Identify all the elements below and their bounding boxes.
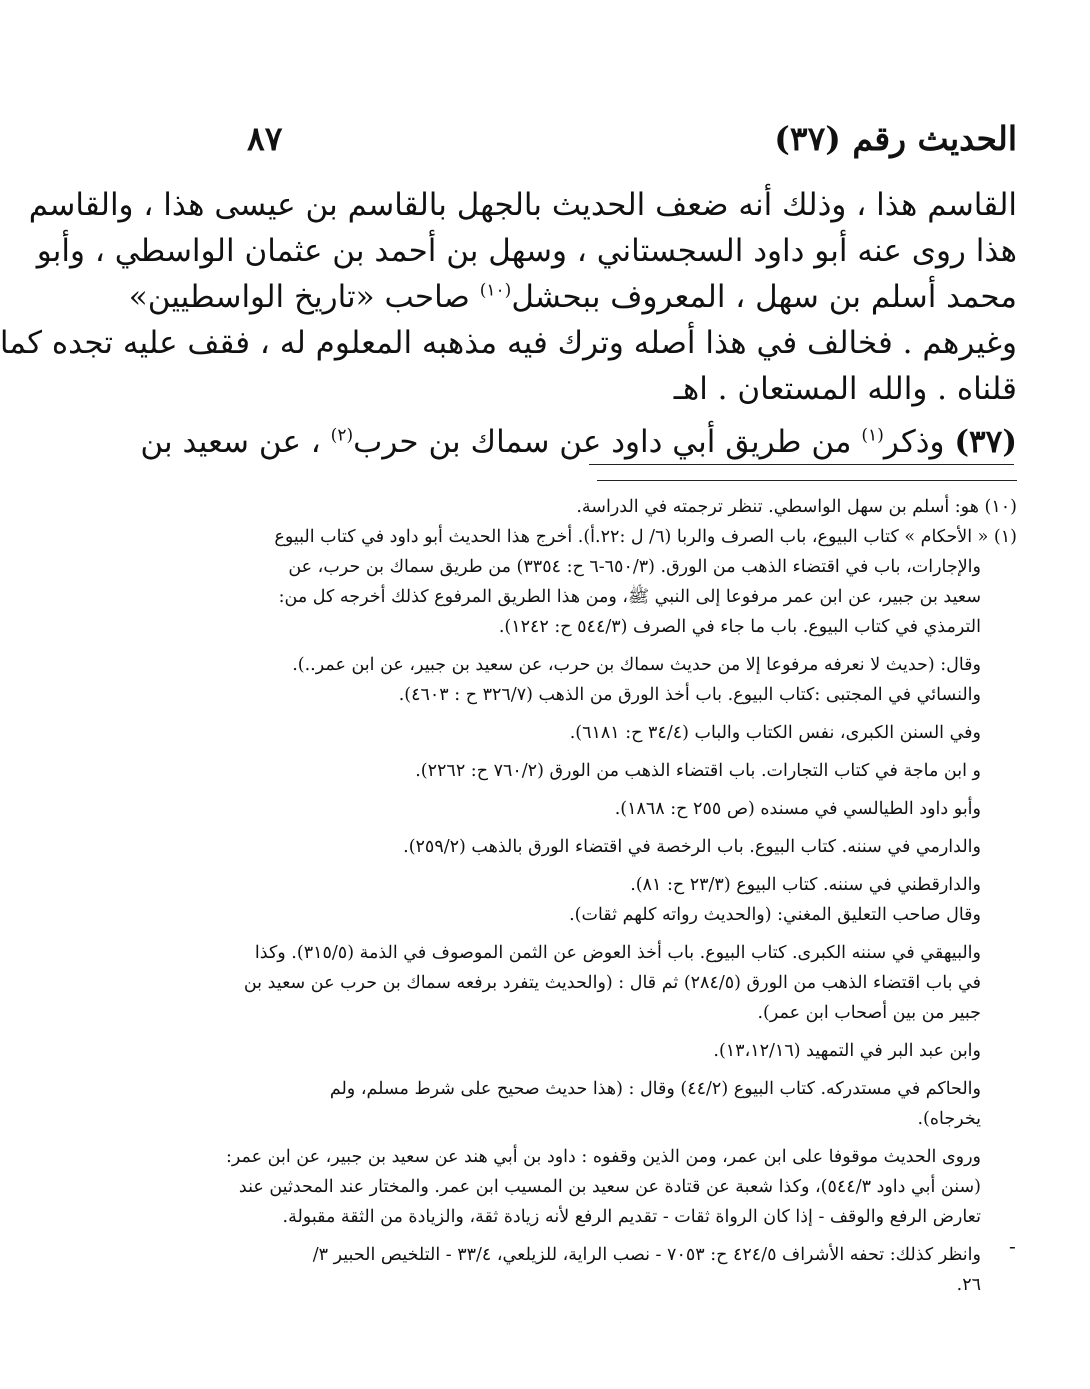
main-text-line: وغيرهم . فخالف في هذا أصله وترك فيه مذهبه المعلوم له ، فقف عليه تجده كما (0, 325, 1017, 361)
footnote-line: وابن عبد البر في التمهيد (١٣،١٢/١٦). (713, 1041, 981, 1061)
footnote-reference: (١) (861, 425, 884, 446)
footnote-reference: (١٠) (479, 280, 512, 301)
footnote-line: وروى الحديث موقوفا على ابن عمر، ومن الذين وقفوه : داود بن أبي هند عن سعيد بن جبير، عن ابن عمر: (225, 1147, 981, 1167)
footnotes (225, 492, 1017, 1300)
hadith-number: (٣٧) (954, 424, 1017, 460)
main-text-line (128, 274, 1017, 320)
hadith-text: وذكر (883, 424, 955, 460)
footnote-line: ٢٦. (956, 1275, 981, 1295)
footnote-line: سعيد بن جبير، عن ابن عمر مرفوعا إلى النبي ﷺ، ومن هذا الطريق المرفوع كذلك أخرجه كل من: (278, 587, 981, 607)
hadith-text: من طريق أبي داود عن سماك بن حرب (353, 424, 862, 460)
footnote-line: والدارمي في سننه. كتاب البيوع. باب الرخصة في اقتضاء الورق بالذهب (٢٥٩/٢). (403, 837, 981, 857)
footnote-line: (١٠) هو: أسلم بن سهل الواسطي. تنظر ترجمته في الدراسة. (576, 497, 1017, 517)
main-text-line: القاسم هذا ، وذلك أنه ضعف الحديث بالجهل بالقاسم بن عيسى هذا ، والقاسم (28, 187, 1017, 223)
hadith-text: ، عن سعيد بن (140, 424, 331, 460)
footnote-line: وفي السنن الكبرى، نفس الكتاب والباب (٣٤/٤ ح: ٦١٨١). (569, 723, 981, 743)
main-text-line: هذا روى عنه أبو داود السجستاني ، وسهل بن أحمد بن عثمان الواسطي ، وأبو (36, 233, 1017, 269)
page-number: ٨٧ (247, 118, 283, 158)
footnote-line: تعارض الرفع والوقف - إذا كان الرواة ثقات - تقديم الرفع لأنه زيادة ثقة، والزيادة من الثقة مقبولة. (282, 1207, 981, 1227)
footnote-line: والبيهقي في سننه الكبرى. كتاب البيوع. باب أخذ العوض عن الثمن الموصوف في الذمة (٣١٥/٥). وكذا (254, 943, 981, 963)
footnote-line: وقال صاحب التعليق المغني: (والحديث رواته كلهم ثقات). (569, 905, 981, 925)
margin-dash: - (1009, 1234, 1016, 1258)
hadith-heading-line (140, 424, 1017, 474)
footnote-line: وقال: (حديث لا نعرفه مرفوعا إلا من حديث سماك بن حرب، عن سعيد بن جبير، عن ابن عمر..). (292, 655, 981, 675)
footnote-line: (سنن أبي داود ٥٤٤/٣)، وكذا شعبة عن قتادة عن سعيد بن المسيب ابن عمر. والمختار عند المحدثين عند (238, 1177, 981, 1197)
footnote-line: والإجارات، باب في اقتضاء الذهب من الورق. (٦٥٠/٣-٦ ح: ٣٣٥٤) من طريق سماك بن حرب، عن (288, 557, 981, 577)
footnote-line: وأبو داود الطيالسي في مسنده (ص ٢٥٥ ح: ١٨٦٨). (614, 799, 981, 819)
running-title: الحديث رقم (٣٧) (774, 118, 1017, 158)
reference-underline (589, 464, 1014, 465)
main-text-segment: صاحب «تاريخ الواسطيين» (128, 279, 480, 315)
footnote-line: والدارقطني في سننه. كتاب البيوع (٢٣/٣ ح: ٨١). (630, 875, 981, 895)
footnote-line: وانظر كذلك: تحفه الأشراف ٤٢٤/٥ ح: ٧٠٥٣ - نصب الراية، للزيلعي، ٣٣/٤ - التلخيص الحبير ٣/ (312, 1245, 981, 1265)
footnote-line: (١) « الأحكام » كتاب البيوع، باب الصرف والربا (٦/ ل :٢٢.أ). أخرج هذا الحديث أبو داود في كتاب البيوع (274, 527, 1017, 547)
footnote-line: والحاكم في مستدركه. كتاب البيوع (٤٤/٢) وقال : (هذا حديث صحيح على شرط مسلم، ولم (329, 1079, 981, 1099)
footnote-line: جبير من بين أصحاب ابن عمر). (757, 1003, 981, 1023)
footnote-line: يخرجاه). (917, 1109, 981, 1129)
footnote-line: في باب اقتضاء الذهب من الورق (٢٨٤/٥) ثم قال : (والحديث يتفرد برفعه سماك بن حرب عن سعيد بن (243, 973, 981, 993)
footnote-line: والنسائي في المجتبى :كتاب البيوع. باب أخذ الورق من الذهب (٣٢٦/٧ ح : ٤٦٠٣). (398, 685, 981, 705)
footnote-reference: (٢) (330, 425, 354, 446)
page-header (247, 112, 1017, 164)
footnote-line: الترمذي في كتاب البيوع. باب ما جاء في الصرف (٥٤٤/٣ ح: ١٢٤٢). (498, 617, 981, 637)
main-text-line: قلناه . والله المستعان . اهـ (673, 371, 1017, 407)
footnote-separator (597, 480, 1017, 481)
main-text-segment: محمد أسلم بن سهل ، المعروف ببحشل (511, 279, 1017, 315)
footnote-line: و ابن ماجة في كتاب التجارات. باب اقتضاء الذهب من الورق (٧٦٠/٢ ح: ٢٢٦٢). (415, 761, 981, 781)
main-text (0, 182, 1017, 412)
